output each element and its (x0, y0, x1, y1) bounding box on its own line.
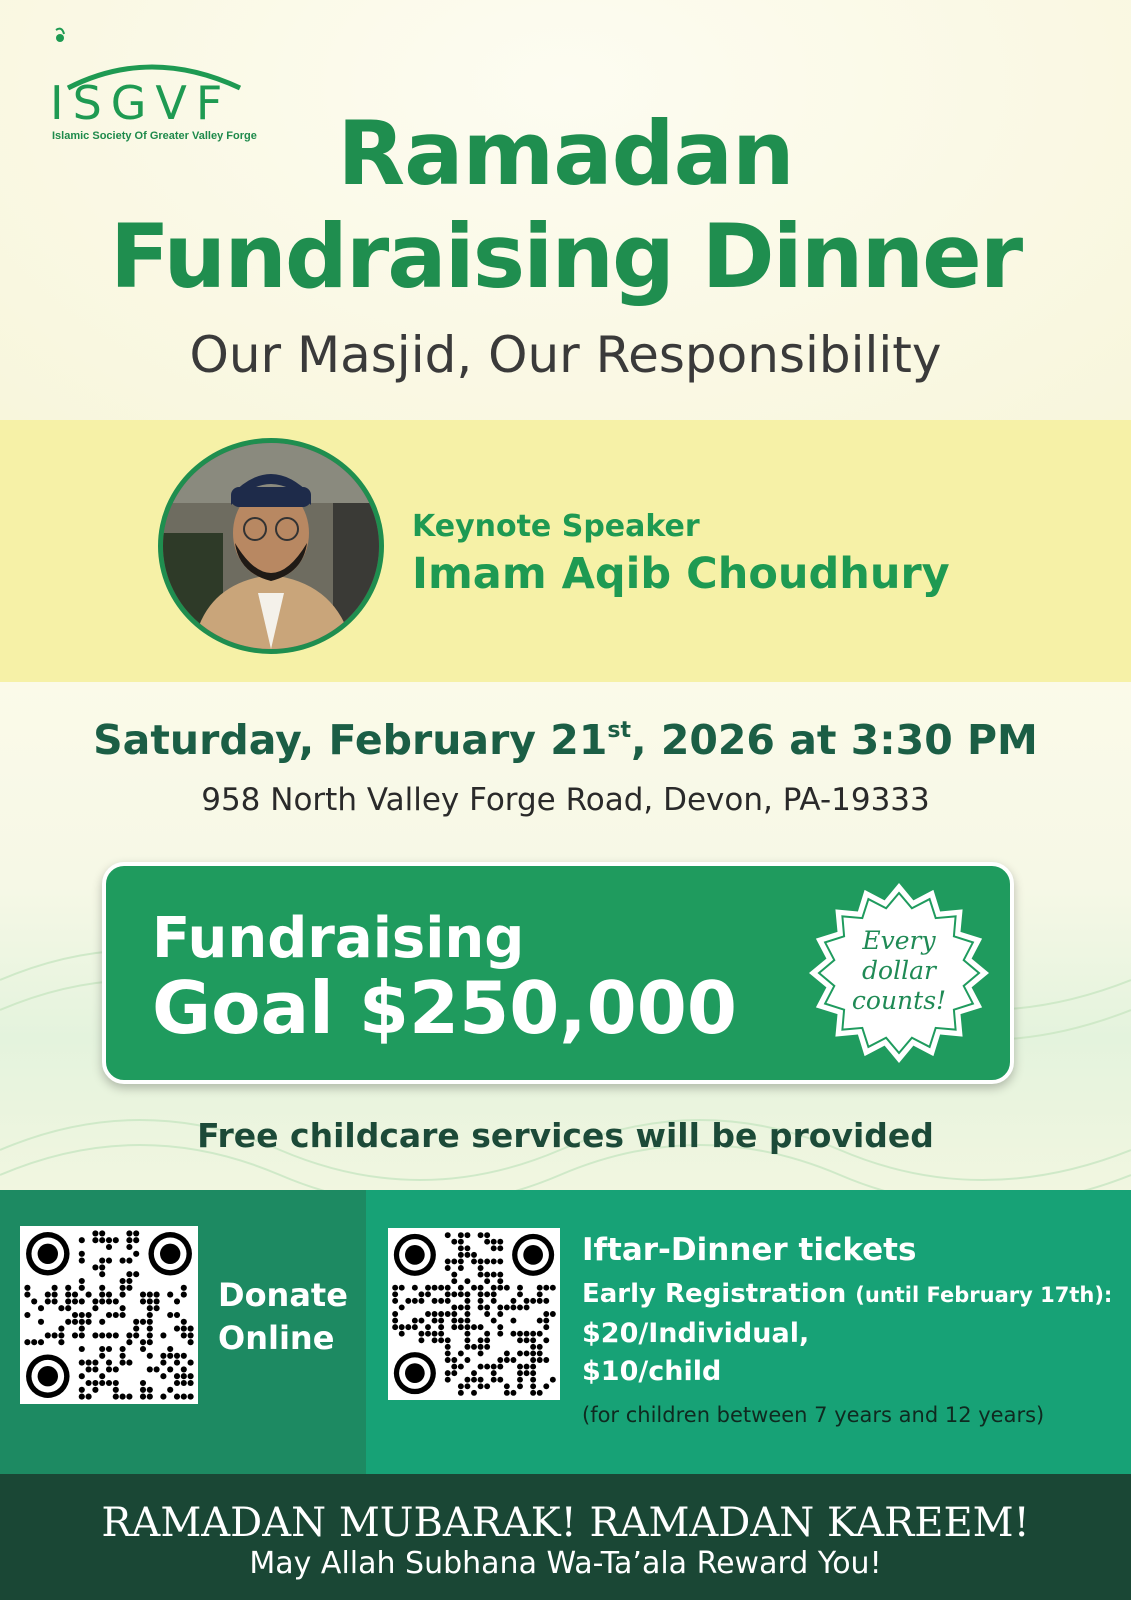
title-line-2: Fundraising Dinner (109, 205, 1022, 308)
price-individual: $20/Individual, (582, 1318, 810, 1349)
qr-code-icon (20, 1226, 198, 1404)
speaker-photo (158, 438, 384, 654)
event-date-time: , 2026 at 3:30 PM (630, 716, 1038, 764)
logo-subtitle: Islamic Society Of Greater Valley Forge (52, 130, 257, 142)
goal-label: Fundraising (152, 906, 525, 971)
badge-text (806, 926, 992, 1016)
footer-blessing: May Allah Subhana Wa-Ta’ala Reward You! (249, 1546, 882, 1581)
child-age-note: (for children between 7 years and 12 years) (582, 1403, 1045, 1427)
goal-amount: Goal $250,000 (152, 966, 737, 1050)
fundraising-goal-box (102, 862, 1014, 1084)
early-registration (582, 1279, 1112, 1309)
tickets-title: Iftar-Dinner tickets (582, 1232, 917, 1268)
title-line-1: Ramadan (337, 102, 794, 205)
speaker-portrait-icon (163, 443, 379, 649)
event-date (0, 716, 1131, 764)
badge-line-3: counts! (851, 986, 947, 1015)
event-address: 958 North Valley Forge Road, Devon, PA-19333 (201, 782, 930, 818)
footer-greeting: RAMADAN MUBARAK! RAMADAN KAREEM! (101, 1500, 1030, 1546)
childcare-notice: Free childcare services will be provided (197, 1116, 934, 1155)
donate-online-label (218, 1274, 368, 1360)
badge-line-1: Every (862, 926, 936, 955)
tickets-qr-code[interactable] (388, 1228, 560, 1400)
early-registration-deadline: (until February 17th): (855, 1283, 1113, 1307)
event-date-suffix: st (607, 718, 631, 743)
price-child: $10/child (582, 1356, 722, 1387)
donate-line-1: Donate (218, 1276, 348, 1314)
logo-text: ISGVF (50, 76, 232, 130)
every-dollar-badge (806, 880, 992, 1066)
donate-line-2: Online (218, 1319, 335, 1357)
speaker-label: Keynote Speaker (412, 509, 700, 544)
badge-line-2: dollar (862, 956, 936, 985)
speaker-name: Imam Aqib Choudhury (412, 549, 950, 599)
tagline: Our Masjid, Our Responsibility (189, 326, 942, 384)
event-date-main: Saturday, February 21 (93, 716, 608, 764)
donate-qr-code[interactable] (20, 1226, 198, 1404)
early-registration-label: Early Registration (582, 1279, 856, 1309)
qr-code-icon (388, 1228, 560, 1400)
